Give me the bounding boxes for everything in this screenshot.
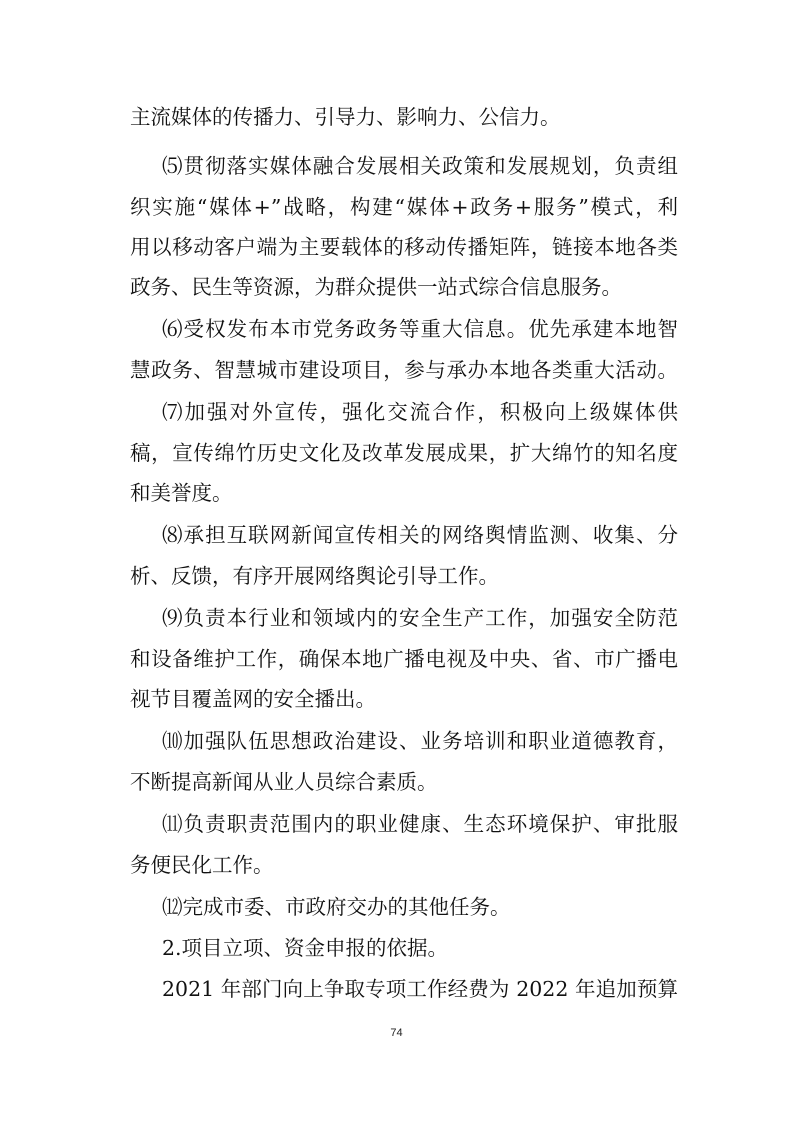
text-line: 慧政务、智慧城市建设项目，参与承办本地各类重大活动。 [130, 358, 678, 382]
text-line: 用以移动客户端为主要载体的移动传播矩阵，链接本地各类 [130, 235, 678, 259]
text-line: 2.项目立项、资金申报的依据。 [162, 936, 449, 960]
text-line: 和美誉度。 [130, 481, 233, 505]
text-line: 和设备维护工作，确保本地广播电视及中央、省、市广播电 [130, 647, 678, 671]
text-line: ⑸贯彻落实媒体融合发展相关政策和发展规划，负责组 [162, 154, 678, 178]
text-line: 视节目覆盖网的安全播出。 [130, 687, 376, 711]
text-line: 2021 年部门向上争取专项工作经费为 2022 年追加预算 [162, 977, 678, 1001]
text-line: ⑺加强对外宣传，强化交流合作，积极向上级媒体供 [162, 400, 678, 424]
page-number: 74 [390, 1027, 403, 1039]
text-line: ⑹受权发布本市党务政务等重大信息。优先承建本地智 [162, 317, 678, 341]
text-line: ⑿完成市委、市政府交办的其他任务。 [162, 895, 511, 919]
text-line: 主流媒体的传播力、引导力、影响力、公信力。 [130, 105, 561, 129]
text-line: 析、反馈，有序开展网络舆论引导工作。 [130, 564, 499, 588]
text-line: 不断提高新闻从业人员综合素质。 [130, 770, 438, 794]
text-line: ⑾负责职责范围内的职业健康、生态环境保护、审批服 [162, 812, 678, 836]
text-line: 稿，宣传绵竹历史文化及改革发展成果，扩大绵竹的知名度 [130, 441, 678, 465]
text-line: 织实施“媒体+”战略，构建“媒体+政务+服务”模式，利 [130, 195, 678, 219]
text-line: 务便民化工作。 [130, 853, 274, 877]
text-line: ⑻承担互联网新闻宣传相关的网络舆情监测、收集、分 [162, 523, 678, 547]
text-line: ⑽加强队伍思想政治建设、业务培训和职业道德教育， [162, 729, 678, 753]
text-line: ⑼负责本行业和领域内的安全生产工作，加强安全防范 [162, 606, 678, 630]
text-line: 政务、民生等资源，为群众提供一站式综合信息服务。 [130, 275, 622, 299]
